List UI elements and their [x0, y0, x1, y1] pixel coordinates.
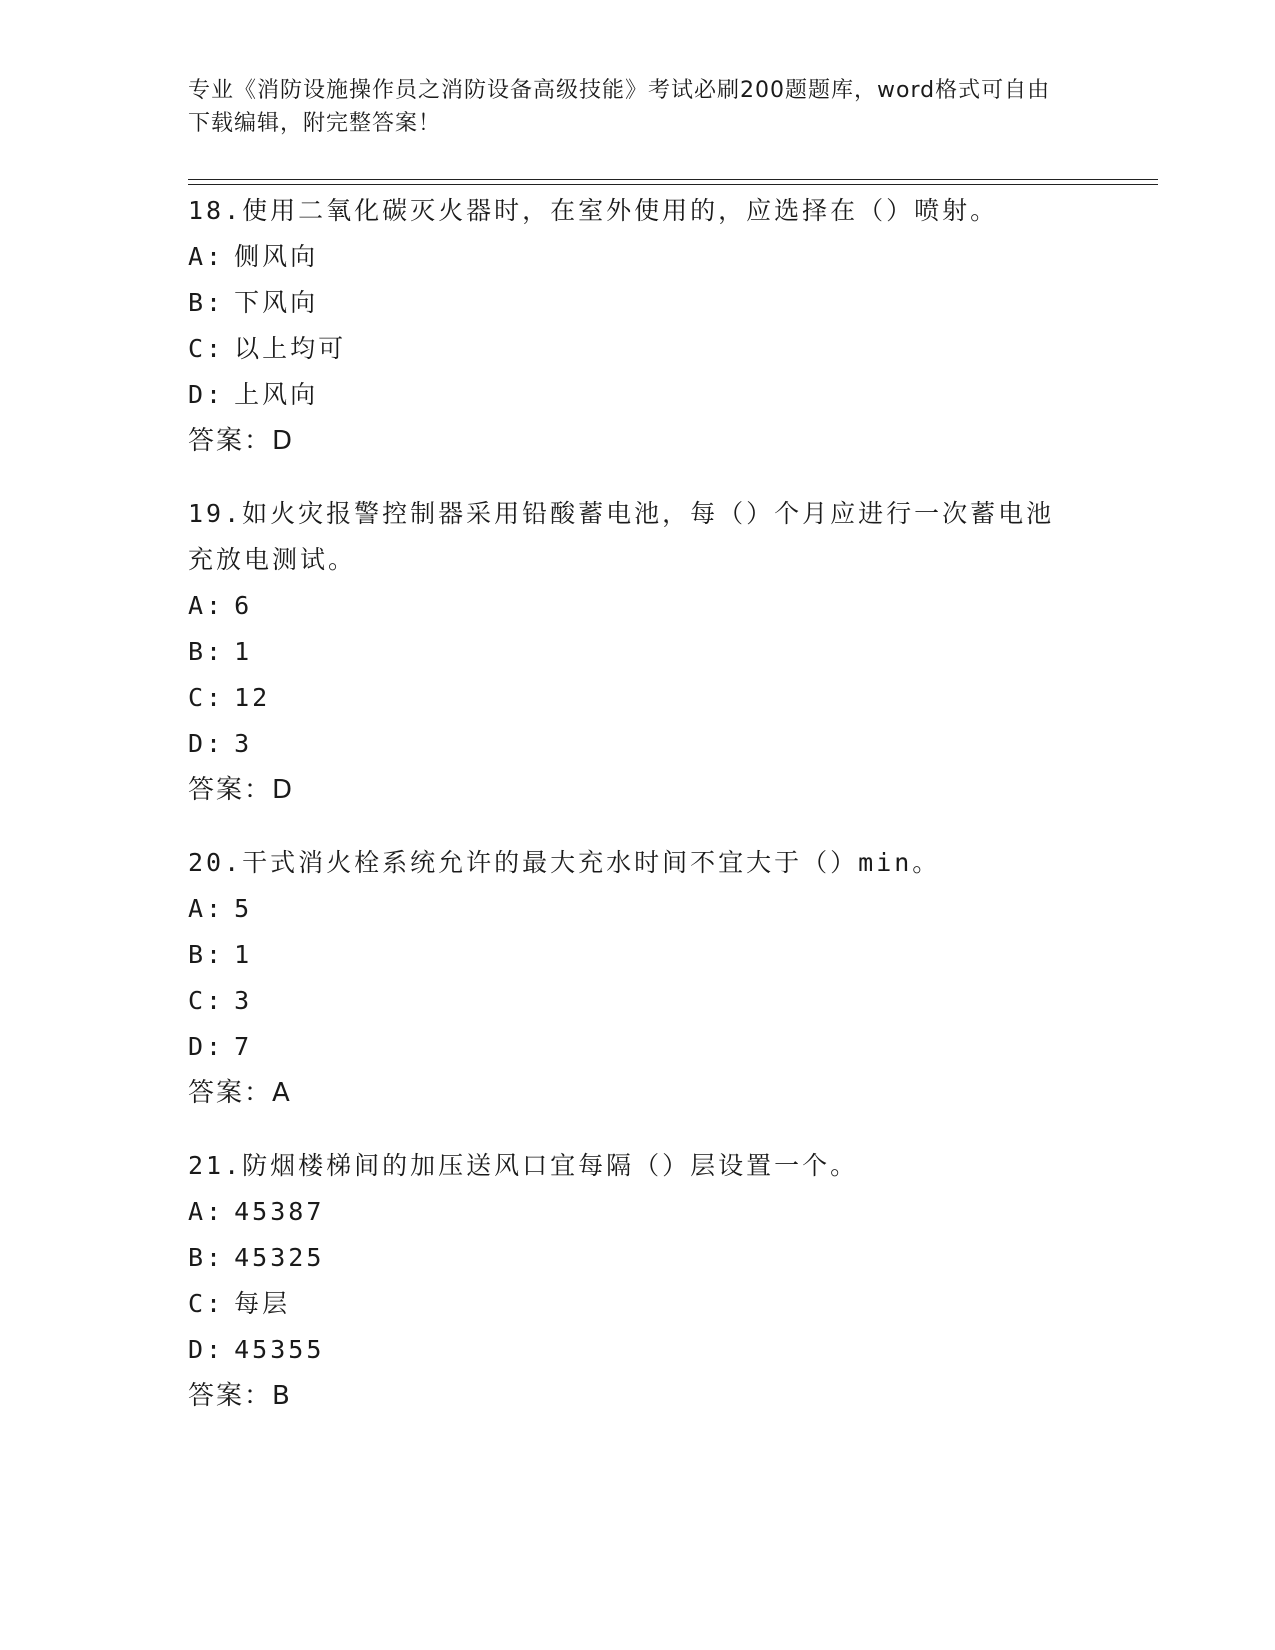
- option-text: 下风向: [234, 288, 319, 317]
- option-label: D:: [188, 729, 225, 758]
- option-text: 6: [234, 591, 253, 620]
- option-d: [188, 721, 1088, 767]
- option-b: [188, 932, 1088, 978]
- question-text: 21.防烟楼梯间的加压送风口宜每隔（）层设置一个。: [188, 1151, 859, 1180]
- question-text: 18.使用二氧化碳灭火器时，在室外使用的，应选择在（）喷射。: [188, 196, 999, 225]
- option-label: A:: [188, 591, 225, 620]
- option-c: [188, 1281, 1088, 1327]
- option-text: 上风向: [234, 380, 319, 409]
- option-text: 45355: [234, 1335, 325, 1364]
- option-label: C:: [188, 334, 225, 363]
- option-text: 7: [234, 1032, 253, 1061]
- option-text: 每层: [234, 1289, 291, 1318]
- option-label: C:: [188, 683, 225, 712]
- question-list: [188, 188, 1088, 1446]
- option-text: 1: [234, 637, 253, 666]
- answer-line: 答案：A: [188, 1078, 292, 1108]
- answer-line: 答案：D: [188, 426, 295, 456]
- option-text: 1: [234, 940, 253, 969]
- option-label: B:: [188, 288, 225, 317]
- option-text: 5: [234, 894, 253, 923]
- option-c: [188, 978, 1088, 1024]
- option-d: [188, 1327, 1088, 1373]
- option-label: D:: [188, 380, 225, 409]
- option-b: [188, 629, 1088, 675]
- option-a: [188, 234, 1088, 280]
- option-label: A:: [188, 1197, 225, 1226]
- option-b: [188, 280, 1088, 326]
- option-text: 3: [234, 729, 253, 758]
- option-label: C:: [188, 1289, 225, 1318]
- option-a: [188, 886, 1088, 932]
- option-c: [188, 675, 1088, 721]
- answer-line: 答案：B: [188, 1381, 292, 1411]
- option-label: D:: [188, 1335, 225, 1364]
- option-text: 3: [234, 986, 253, 1015]
- answer-line: 答案：D: [188, 775, 295, 805]
- option-text: 45325: [234, 1243, 325, 1272]
- question-20: [188, 840, 1088, 1116]
- option-d: [188, 1024, 1088, 1070]
- option-label: C:: [188, 986, 225, 1015]
- question-19: [188, 491, 1088, 813]
- option-label: B:: [188, 637, 225, 666]
- header-divider-top: [188, 179, 1158, 180]
- option-a: [188, 1189, 1088, 1235]
- question-text: 20.干式消火栓系统允许的最大充水时间不宜大于（）min。: [188, 848, 941, 877]
- option-label: A:: [188, 242, 225, 271]
- document-header: 专业《消防设施操作员之消防设备高级技能》考试必刷200题题库，word格式可自由下载编辑，附完整答案！: [188, 78, 1051, 136]
- option-label: B:: [188, 940, 225, 969]
- option-text: 45387: [234, 1197, 325, 1226]
- option-text: 以上均可: [234, 334, 347, 363]
- question-21: [188, 1143, 1088, 1419]
- question-text: 19.如火灾报警控制器采用铅酸蓄电池，每（）个月应进行一次蓄电池充放电测试。: [188, 499, 1055, 574]
- option-label: A:: [188, 894, 225, 923]
- option-c: [188, 326, 1088, 372]
- option-a: [188, 583, 1088, 629]
- option-text: 12: [234, 683, 271, 712]
- header-divider-bottom: [188, 184, 1158, 185]
- option-label: D:: [188, 1032, 225, 1061]
- option-label: B:: [188, 1243, 225, 1272]
- question-18: [188, 188, 1088, 464]
- option-b: [188, 1235, 1088, 1281]
- option-text: 侧风向: [234, 242, 319, 271]
- option-d: [188, 372, 1088, 418]
